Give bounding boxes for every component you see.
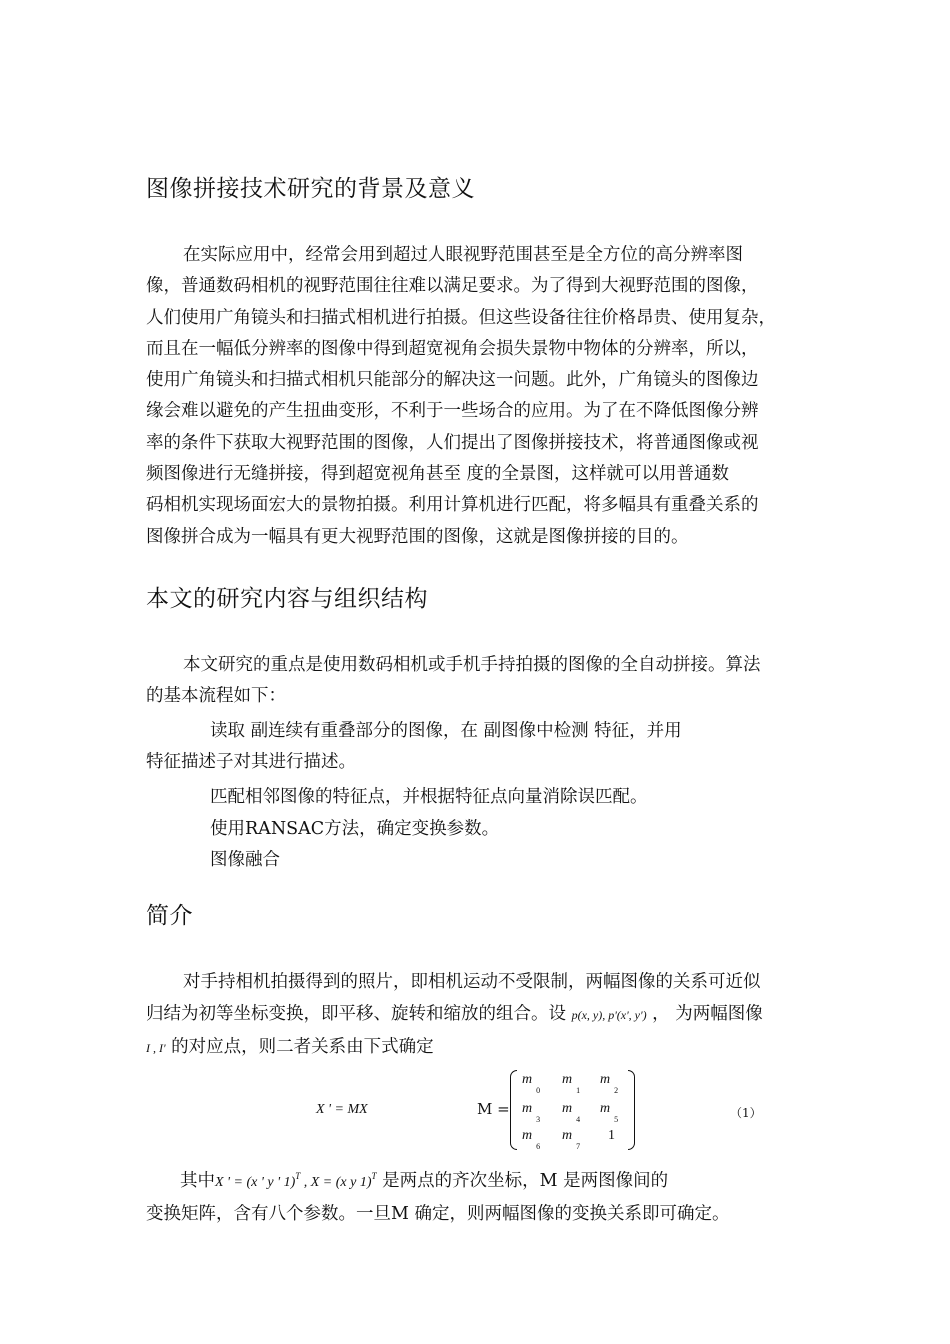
text-line: 在实际应用中，经常会用到超过人眼视野范围甚至是全方位的高分辨率图	[183, 245, 743, 265]
transpose-mark: T	[295, 1171, 301, 1182]
point-formula: p(x, y), p'(x', y')	[571, 1008, 647, 1022]
matrix-right-bracket	[628, 1070, 635, 1150]
step-2: 匹配相邻图像的特征点，并根据特征点向量消除误匹配。	[210, 787, 648, 807]
matrix-cell: $m_1$	[562, 1072, 581, 1095]
text-line: 本文研究的重点是使用数码相机或手机手持拍摄的图像的全自动拼接。算法	[183, 655, 761, 675]
step-4: 图像融合	[210, 850, 280, 870]
equation-lhs: X ' = MX	[316, 1102, 368, 1117]
transpose-mark: T	[371, 1171, 377, 1182]
intro-line-3	[146, 1033, 434, 1058]
intro-line-1: 对手持相机拍摄得到的照片，即相机运动不受限制，两幅图像的关系可近似	[183, 972, 761, 992]
explanation-line-1	[180, 1167, 668, 1192]
text-line: 缘会难以避免的产生扭曲变形，不利于一些场合的应用。为了在不降低图像分辨	[146, 401, 759, 422]
text-line: 像，普通数码相机的视野范围往往难以满足要求。为了得到大视野范围的图像，	[146, 276, 759, 297]
section-heading-intro: 简介	[146, 903, 193, 929]
intro-text: 的对应点，则二者关系由下式确定	[171, 1037, 434, 1057]
section-heading-content: 本文的研究内容与组织结构	[146, 586, 428, 612]
matrix-cell: $m_4$	[562, 1101, 581, 1124]
matrix-cell: $m_6$	[522, 1128, 541, 1151]
step-1-continued: 特征描述子对其进行描述。	[146, 752, 356, 772]
matrix-cell: $m_3$	[522, 1101, 541, 1124]
text-line: 而且在一幅低分辨率的图像中得到超宽视角会损失景物中物体的分辨率，所以，	[146, 338, 759, 359]
paragraph-background	[146, 240, 808, 553]
intro-text: ， 为两幅图像	[652, 1004, 763, 1024]
text-line: 的基本流程如下：	[146, 686, 286, 707]
matrix-cell: 1	[608, 1128, 615, 1143]
explanation-line-2: 变换矩阵，含有八个参数。一旦M 确定，则两幅图像的变换关系即可确定。	[146, 1204, 730, 1224]
text-line: 使用广角镜头和扫描式相机只能部分的解决这一问题。此外，广角镜头的图像边	[146, 370, 759, 391]
matrix-cell: $m_5$	[600, 1101, 619, 1124]
text-line: 人们使用广角镜头和扫描式相机进行拍摄。但这些设备往往价格昂贵、使用复杂，	[146, 307, 776, 328]
homogeneous-coordinate: X ' = (x ' y ' 1)	[215, 1175, 296, 1190]
section-heading-background: 图像拼接技术研究的背景及意义	[146, 176, 475, 202]
intro-line-2	[146, 1000, 763, 1025]
transform-matrix	[510, 1070, 635, 1152]
explanation-text: 是两点的齐次坐标，M 是两图像间的	[382, 1171, 669, 1191]
text-line: 码相机实现场面宏大的景物拍摄。利用计算机进行匹配，将多幅具有重叠关系的	[146, 495, 759, 516]
matrix-left-bracket	[510, 1070, 517, 1150]
text-line: 率的条件下获取大视野范围的图像，人们提出了图像拼接技术，将普通图像或视	[146, 432, 759, 453]
paragraph-content	[146, 650, 808, 713]
matrix-cell: $m_7$	[562, 1128, 581, 1151]
step-3: 使用RANSAC方法，确定变换参数。	[210, 819, 500, 839]
homogeneous-coordinate: X = (x y 1)	[310, 1175, 372, 1190]
matrix-cell: $m_2$	[600, 1072, 619, 1095]
explanation-text: 其中	[180, 1171, 215, 1191]
intro-text: 归结为初等坐标变换，即平移、旋转和缩放的组合。设	[146, 1004, 566, 1024]
image-symbols: I , I'	[146, 1041, 166, 1055]
equation-number: （1）	[730, 1106, 762, 1120]
matrix-cell: $m_0$	[522, 1072, 541, 1095]
text-line: 频图像进行无缝拼接，得到超宽视角甚至 度的全景图，这样就可以用普通数	[146, 464, 730, 485]
separator: ,	[300, 1175, 311, 1190]
text-line: 图像拼合成为一幅具有更大视野范围的图像，这就是图像拼接的目的。	[146, 526, 689, 547]
step-1: 读取 副连续有重叠部分的图像，在 副图像中检测 特征，并用	[210, 721, 682, 741]
matrix-label: M =	[477, 1100, 510, 1118]
